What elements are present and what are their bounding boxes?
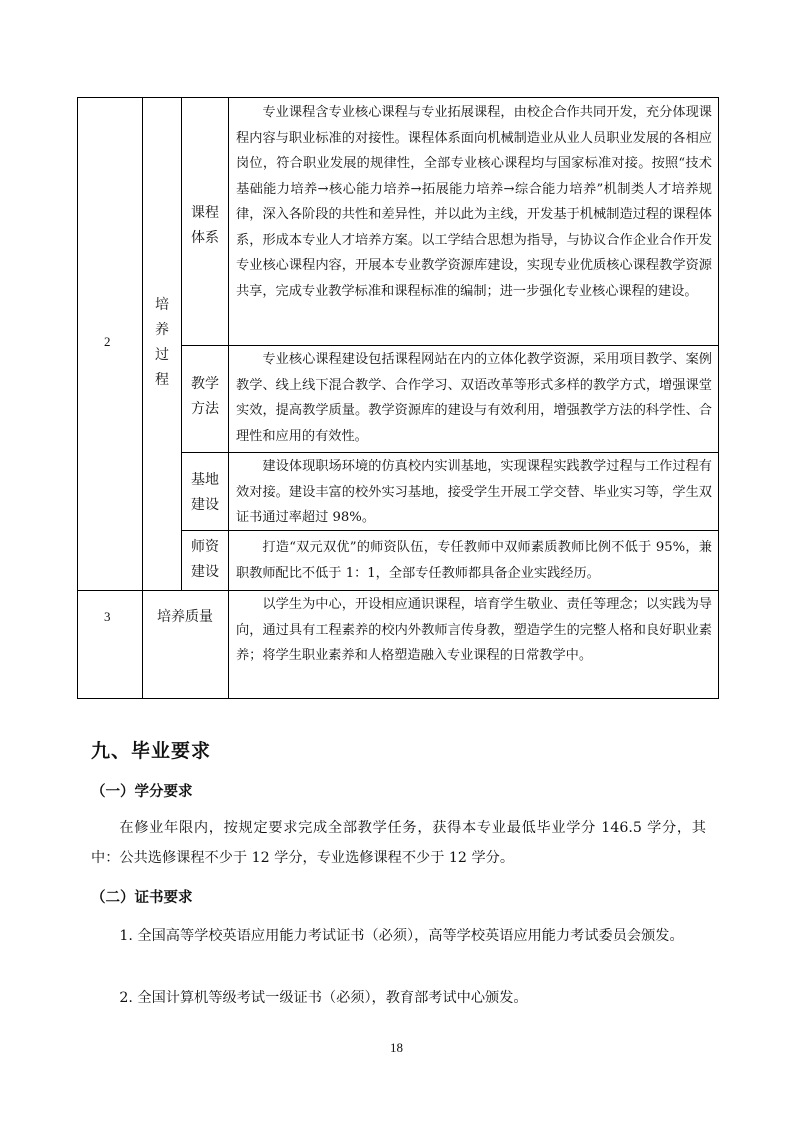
subsection-heading: （二）证书要求 [91,890,193,906]
subsection-heading: （一）学分要求 [91,784,193,800]
col-divider-2 [181,98,182,590]
section-text: 建设体现职场环境的仿真校内实训基地，实现课程实践教学过程与工作过程有效对接。建设丰富的校外实习基地，接受学生开展工学交替、毕业实习等，学生双证书通过率超过 98%。 [236,459,712,525]
curriculum-table [77,97,719,699]
page-number: 18 [390,1040,403,1055]
paragraph: 在修业年限内，按规定要求完成全部教学任务，获得本专业最低毕业学分 146.5 学分，其中：公共选修课程不少于 12 学分，专业选修课程不少于 12 学分。 [91,820,706,866]
row-category: 培养过程 [155,297,169,388]
section-text: 专业课程含专业核心课程与专业拓展课程，由校企合作共同开发，充分体现课程内容与职业标准的对接性。课程体系面向机械制造业从业人员职业发展的各相应岗位，符合职业发展的规律性，全部专业核心课程均与国家标准对接。按照“技术基础能力培养→核心能力培养→拓展能力培养→综合能力培养”机制类人才培养规律，深入各阶段的共性和差异性，并以此为主线，开发基于机械制造过程的课程体系，形成本专业人才培养方案。以工学结合思想为指导，与协议合作企业合作开发专业核心课程内容，开展本专业教学资源库建设，实现专业优质核心课程教学资源共享，完成专业教学标准和课程标准的编制；进一步强化专业核心课程的建设。 [236,105,712,299]
section-text: 专业核心课程建设包括课程网站在内的立体化教学资源，采用项目教学、案例教学、线上线下混合教学、合作学习、双语改革等形式多样的教学方式，增强课堂实效，提高教学质量。教学资源库的建设与有效利用，增强教学方法的科学性、合理性和应用的有效性。 [236,352,712,444]
row-category: 培养质量 [157,609,213,625]
row-divider-main [78,590,718,591]
section-label: 基地建设 [191,472,219,513]
row-divider-b [181,452,718,453]
section-heading: 九、毕业要求 [91,740,212,762]
section-text: 以学生为中心，开设相应通识课程，培育学生敬业、责任等理念；以实践为导向，通过具有工程素养的校内外教师言传身教，塑造学生的完整人格和良好职业素养；将学生职业素养和人格塑造融入专业课程的日常教学中。 [236,597,712,663]
section-label: 教学方法 [191,376,219,417]
list-item: 1. 全国高等学校英语应用能力考试证书（必须），高等学校英语应用能力考试委员会颁发。 [119,928,684,944]
section-label: 课程体系 [191,205,219,246]
section-label: 师资建设 [191,539,219,580]
list-item: 2. 全国计算机等级考试一级证书（必须），教育部考试中心颁发。 [119,990,528,1006]
col-divider-3 [228,98,229,698]
section-text: 打造“双元双优”的师资队伍，专任教师中双师素质教师比例不低于 95%，兼职教师配比不低于 1：1，全部专任教师都具备企业实践经历。 [236,540,712,581]
row-number: 3 [104,609,111,624]
row-number: 2 [104,334,111,349]
row-divider-a [181,345,718,346]
